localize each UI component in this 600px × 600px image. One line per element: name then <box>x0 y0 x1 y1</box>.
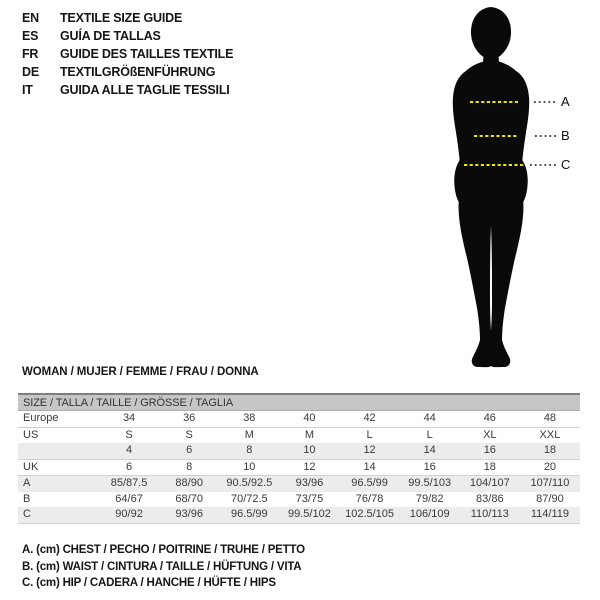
language-title: GUIDE DES TAILLES TEXTILE <box>60 47 234 61</box>
size-cell: 18 <box>543 444 557 456</box>
silhouette-leg <box>459 198 493 367</box>
size-cell: L <box>426 428 433 441</box>
size-cell: 96.5/99 <box>351 477 388 489</box>
size-cell: 38 <box>243 412 256 424</box>
size-table-header: SIZE / TALLA / TAILLE / GRÖSSE / TAGLIA <box>18 394 580 411</box>
size-cell: 10 <box>303 444 316 456</box>
size-cell: 12 <box>363 444 376 456</box>
size-cell: XL <box>483 428 497 441</box>
size-cell: M <box>244 428 254 441</box>
language-row <box>22 81 233 99</box>
size-cell: 110/113 <box>470 508 509 520</box>
size-cell: XXL <box>539 428 561 441</box>
waist-marker-label: B <box>561 128 570 143</box>
size-cell: 46 <box>483 412 496 424</box>
size-table-row <box>18 507 580 523</box>
row-label: A <box>23 477 31 489</box>
size-cell: 14 <box>363 460 376 473</box>
size-cell: 102.5/105 <box>345 508 395 520</box>
size-table-row <box>18 492 580 508</box>
size-cell: 93/96 <box>295 477 324 489</box>
size-cell: 93/96 <box>175 508 203 520</box>
size-cell: 8 <box>186 460 193 473</box>
language-title: GUIDA ALLE TAGLIE TESSILI <box>60 83 230 97</box>
language-code: EN <box>22 11 39 25</box>
legend-line: B. (cm) WAIST / CINTURA / TAILLE / HÜFTUNG / VITA <box>22 560 302 573</box>
size-cell: 10 <box>243 460 256 473</box>
size-cell: 73/75 <box>295 492 324 505</box>
size-cell: 6 <box>186 444 193 456</box>
language-row <box>22 63 233 81</box>
size-cell: 16 <box>423 460 436 473</box>
language-row <box>22 27 233 45</box>
size-table-row <box>18 476 580 492</box>
size-table-row <box>18 443 580 459</box>
size-cell: 14 <box>423 444 436 456</box>
size-cell: 104/107 <box>469 477 510 489</box>
size-cell: M <box>304 428 315 441</box>
size-cell: 20 <box>543 460 557 473</box>
language-title: TEXTILE SIZE GUIDE <box>60 11 183 25</box>
size-cell: 99.5/103 <box>408 477 452 489</box>
size-cell: 40 <box>303 412 316 424</box>
size-cell: 107/110 <box>530 477 570 489</box>
size-cell: 90.5/92.5 <box>226 477 273 489</box>
language-code: DE <box>22 65 39 79</box>
size-cell: 88/90 <box>175 477 203 489</box>
row-label: US <box>23 428 39 441</box>
size-cell: 68/70 <box>175 492 203 505</box>
size-cell: 79/82 <box>415 492 444 505</box>
size-cell: 114/119 <box>530 508 569 520</box>
section-title: WOMAN / MUJER / FEMME / FRAU / DONNA <box>22 366 259 378</box>
size-cell: 96.5/99 <box>230 508 268 520</box>
size-table-row <box>18 427 580 443</box>
size-cell: 70/72.5 <box>230 492 268 505</box>
size-table-row <box>18 459 580 476</box>
size-cell: 4 <box>126 444 133 456</box>
size-cell: L <box>366 428 373 441</box>
size-cell: 6 <box>126 460 133 473</box>
size-table-header-row <box>18 394 580 411</box>
size-cell: 83/86 <box>476 492 504 505</box>
language-row <box>22 45 233 63</box>
size-cell: 99.5/102 <box>288 508 331 520</box>
language-list <box>22 9 233 99</box>
row-label <box>18 443 99 459</box>
legend-line: C. (cm) HIP / CADERA / HANCHE / HÜFTE / HIPS <box>22 577 276 589</box>
size-cell: 76/78 <box>355 492 384 505</box>
size-table-row <box>18 411 580 428</box>
size-table-body <box>18 411 580 524</box>
silhouette-leg <box>490 198 524 367</box>
chest-marker-label: A <box>561 94 570 109</box>
size-cell: 16 <box>483 444 496 456</box>
legend-line: A. (cm) CHEST / PECHO / POITRINE / TRUHE / PETTO <box>22 544 305 556</box>
size-cell: 44 <box>423 412 436 424</box>
row-label: C <box>23 508 31 520</box>
row-label: B <box>23 492 31 505</box>
size-cell: 106/109 <box>409 508 450 520</box>
language-code: ES <box>22 29 39 43</box>
size-cell: S <box>125 428 133 441</box>
size-cell: 36 <box>183 412 196 424</box>
size-cell: 64/67 <box>115 492 143 505</box>
hip-marker-label: C <box>561 157 571 172</box>
woman-silhouette <box>453 7 529 367</box>
size-cell: 12 <box>303 460 316 473</box>
language-title: TEXTILGRÖßENFÜHRUNG <box>60 65 216 79</box>
size-cell: 42 <box>363 412 376 424</box>
size-cell: 90/92 <box>115 508 143 520</box>
size-cell: 85/87.5 <box>110 477 148 489</box>
row-label: UK <box>23 460 39 473</box>
size-cell: 8 <box>246 444 253 456</box>
size-table <box>18 393 580 524</box>
size-cell: 18 <box>483 460 496 473</box>
language-row <box>22 9 233 27</box>
language-code: IT <box>22 83 33 97</box>
size-cell: S <box>185 428 193 441</box>
language-title: GUÍA DE TALLAS <box>60 29 161 43</box>
woman-silhouette-figure <box>440 2 600 374</box>
row-label: Europe <box>23 412 59 424</box>
measurement-legend <box>22 542 305 592</box>
size-cell: 48 <box>543 412 557 424</box>
size-cell: 34 <box>122 412 136 424</box>
language-code: FR <box>22 47 39 61</box>
size-cell: 87/90 <box>536 492 564 505</box>
